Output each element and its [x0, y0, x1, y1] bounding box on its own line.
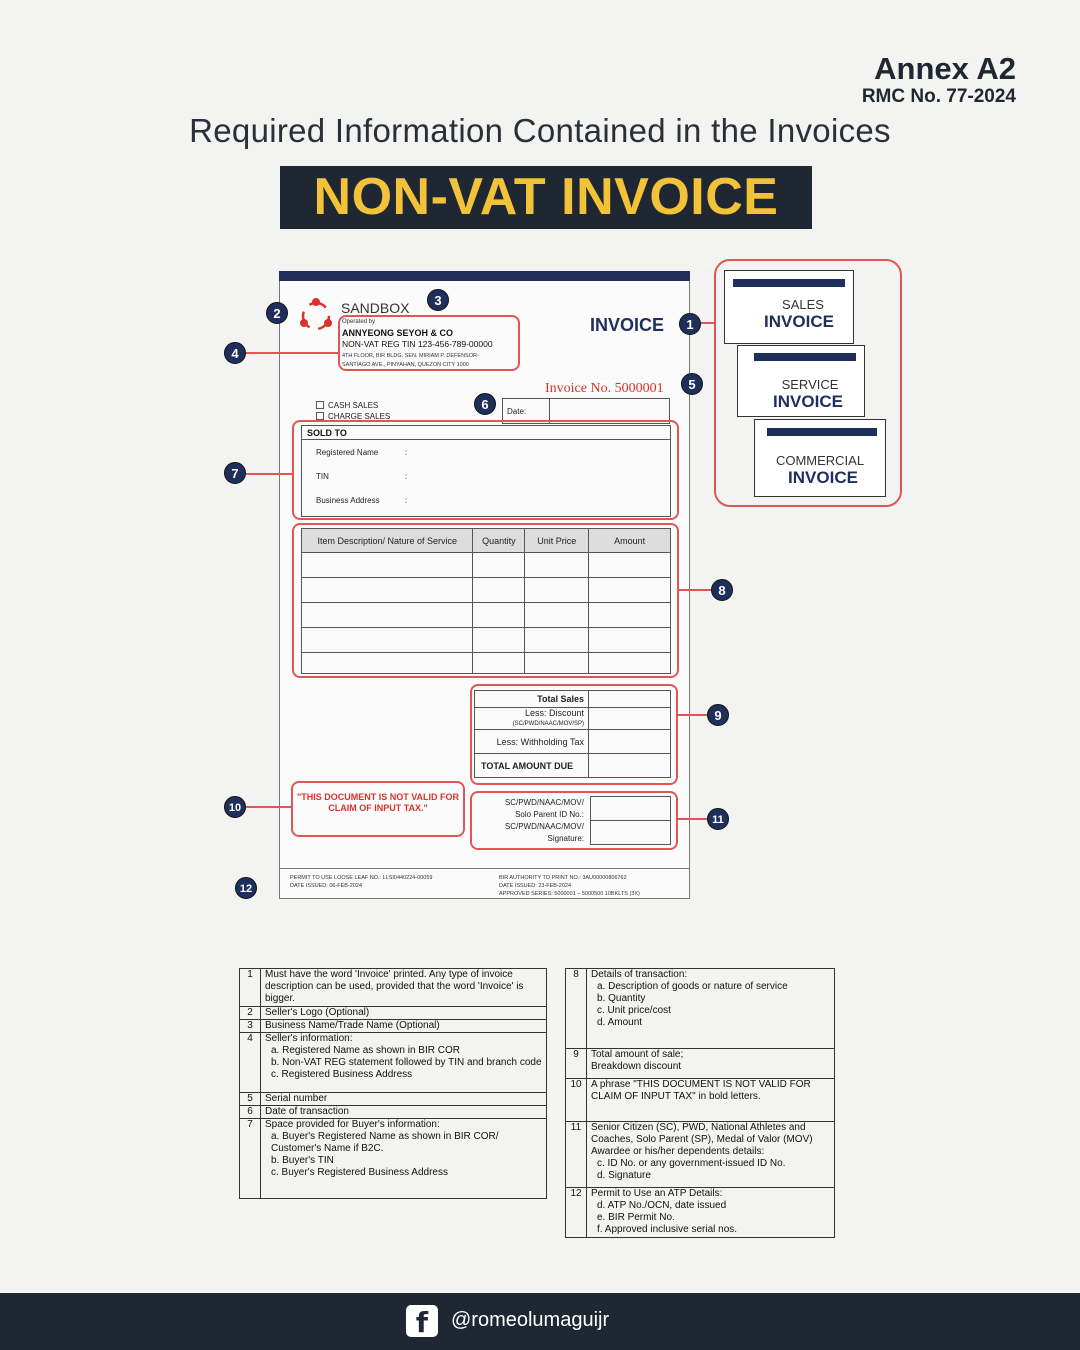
sample-top-label: SALES — [782, 297, 824, 312]
legend-line: A phrase "THIS DOCUMENT IS NOT VALID FOR CLAIM OF INPUT TAX" in bold letters. — [591, 1079, 811, 1102]
table-row — [302, 603, 671, 628]
legend-line: Business Name/Trade Name (Optional) — [265, 1020, 440, 1031]
legend-row — [566, 969, 835, 1049]
legend-row — [240, 1007, 547, 1020]
invoice-word: INVOICE — [590, 315, 665, 335]
table-row — [302, 578, 671, 603]
legend-number: 1 — [240, 969, 261, 1007]
legend-row — [566, 1079, 835, 1122]
legend-row — [240, 1020, 547, 1033]
sc-sig-label-2: Signature: — [547, 834, 584, 843]
atp-line-2: DATE ISSUED: 23-FEB-2024 — [499, 883, 572, 889]
cash-sales-checkbox — [316, 401, 324, 409]
permit-info — [290, 874, 432, 890]
sample-top-label: SERVICE — [781, 377, 839, 392]
table-row — [302, 628, 671, 653]
registered-name-colon: : — [405, 448, 408, 457]
business-address-colon: : — [405, 496, 408, 505]
legend-line: a. Buyer's Registered Name as shown in BIR COR/ Customer's Name if B2C. — [271, 1131, 499, 1154]
legend-description — [261, 1119, 547, 1199]
legend-description — [261, 1093, 547, 1106]
col-amount: Amount — [589, 529, 671, 553]
legend-number: 7 — [240, 1119, 261, 1199]
sample-bar — [754, 353, 856, 361]
operated-by: Operated by — [342, 319, 376, 325]
legend-row — [566, 1049, 835, 1079]
badge-6: 6 — [474, 393, 496, 415]
table-row — [302, 653, 671, 674]
legend-row — [240, 1119, 547, 1199]
connector-7 — [246, 473, 292, 475]
sample-sales-invoice — [724, 270, 854, 344]
legend-line: c. Unit price/cost — [597, 1005, 671, 1016]
business-name: ANNYEONG SEYOH & CO — [342, 328, 454, 338]
items-table — [301, 528, 671, 674]
legend-row — [240, 1093, 547, 1106]
sample-bar — [767, 428, 877, 436]
legend-line: f. Approved inclusive serial nos. — [597, 1224, 738, 1235]
badge-10: 10 — [224, 796, 246, 818]
legend-table-left — [239, 968, 547, 1199]
invoice-top-bar — [279, 271, 690, 281]
connector-10 — [246, 806, 291, 808]
sample-main-label: INVOICE — [764, 312, 834, 331]
tin-label: TIN — [316, 472, 329, 481]
rmc-number: RMC No. 77-2024 — [861, 86, 1016, 107]
connector-11 — [678, 818, 708, 820]
less-wht-label: Less: Withholding Tax — [475, 730, 589, 754]
page-title: NON-VAT INVOICE — [313, 168, 779, 226]
sc-sig-label-1: SC/PWD/NAAC/MOV/ — [504, 822, 584, 831]
badge-11: 11 — [707, 808, 729, 830]
invoice-number: Invoice No. 5000001 — [545, 381, 664, 396]
badge-7: 7 — [224, 462, 246, 484]
legend-line: d. Signature — [597, 1170, 651, 1181]
legend-line: Details of transaction: — [591, 969, 688, 980]
badge-3: 3 — [427, 289, 449, 311]
items-header-row — [302, 529, 671, 553]
facebook-icon[interactable]: f — [406, 1305, 438, 1337]
legend-row — [240, 969, 547, 1007]
legend-number: 6 — [240, 1106, 261, 1119]
badge-9: 9 — [707, 704, 729, 726]
date-label: Date: — [507, 407, 527, 416]
total-due-label: TOTAL AMOUNT DUE — [475, 754, 589, 778]
col-quantity: Quantity — [473, 529, 525, 553]
legend-line: Senior Citizen (SC), PWD, National Athletes and Coaches, Solo Parent (SP), Medal of Valor (MOV) Awardee or his/her dependents details: — [591, 1122, 813, 1157]
legend-description — [261, 969, 547, 1007]
charge-sales-checkbox — [316, 412, 324, 420]
legend-number: 4 — [240, 1033, 261, 1093]
legend-row — [566, 1122, 835, 1188]
legend-line: Breakdown discount — [591, 1061, 682, 1072]
permit-line-1: PERMIT TO USE LOOSE LEAF NO.: LLSI0440224-00059 — [290, 875, 433, 881]
less-discount-cell — [475, 708, 589, 730]
legend-line: d. ATP No./OCN, date issued — [597, 1200, 727, 1211]
seller-tin: NON-VAT REG TIN 123-456-789-00000 — [342, 339, 493, 349]
legend-line: a. Registered Name as shown in BIR COR — [271, 1045, 460, 1056]
legend-number: 12 — [566, 1188, 587, 1238]
legend-line: Serial number — [265, 1093, 328, 1104]
legend-description — [587, 1079, 835, 1122]
annex-block — [862, 52, 1016, 108]
legend-line: Seller's information: — [265, 1033, 353, 1044]
legend-number: 8 — [566, 969, 587, 1049]
legend-description — [587, 1188, 835, 1238]
annex-title: Annex A2 — [874, 51, 1016, 86]
legend-description — [261, 1007, 547, 1020]
discount-note: (SC/PWD/NAAC/MOV/SP) — [512, 720, 584, 727]
legend-description — [261, 1033, 547, 1093]
legend-table-right — [565, 968, 835, 1238]
legend-number: 5 — [240, 1093, 261, 1106]
connector-8 — [679, 589, 711, 591]
sold-to-header — [301, 425, 671, 440]
col-description: Item Description/ Nature of Service — [302, 529, 473, 553]
legend-line: Date of transaction — [265, 1106, 349, 1117]
legend-number: 10 — [566, 1079, 587, 1122]
legend-line: a. Description of goods or nature of service — [597, 981, 788, 992]
legend-line: c. ID No. or any government-issued ID No. — [597, 1158, 786, 1169]
legend-description — [587, 1049, 835, 1079]
less-discount-label: Less: Discount — [524, 707, 584, 718]
connector-1 — [701, 322, 715, 324]
badge-5: 5 — [681, 373, 703, 395]
legend-line: b. Non-VAT REG statement followed by TIN and branch code — [271, 1057, 542, 1068]
sample-main-label: INVOICE — [773, 392, 843, 411]
charge-sales-label: CHARGE SALES — [328, 412, 391, 421]
sample-bar — [733, 279, 845, 287]
atp-line-3: APPROVED SERIES: 5000001 – 5000500 10BKLTS (3X) — [499, 891, 640, 897]
total-sales-label: Total Sales — [475, 691, 589, 708]
page-subtitle: Required Information Contained in the Invoices — [189, 112, 891, 149]
cash-sales-label: CASH SALES — [328, 401, 379, 410]
totals-table — [474, 690, 671, 778]
table-row — [302, 553, 671, 578]
seller-address-line1: 4TH FLOOR, BIR BLDG. SEN. MIRIAM P. DEFENSOR- — [342, 353, 479, 359]
connector-4 — [246, 352, 338, 354]
registered-name-label: Registered Name — [316, 448, 379, 457]
legend-line: e. BIR Permit No. — [597, 1212, 675, 1223]
connector-9 — [678, 714, 708, 716]
business-address-label: Business Address — [316, 496, 380, 505]
legend-line: Permit to Use an ATP Details: — [591, 1188, 723, 1199]
disclaimer-text: "THIS DOCUMENT IS NOT VALID FOR CLAIM OF INPUT TAX." — [296, 792, 460, 813]
sold-to-label: SOLD TO — [307, 428, 347, 438]
badge-8: 8 — [711, 579, 733, 601]
legend-number: 3 — [240, 1020, 261, 1033]
facebook-handle[interactable]: @romeolumaguijr — [451, 1309, 610, 1331]
sample-commercial-invoice — [754, 419, 886, 497]
atp-info — [499, 874, 640, 898]
sample-main-label: INVOICE — [788, 468, 858, 487]
badge-4: 4 — [224, 342, 246, 364]
legend-line: Space provided for Buyer's information: — [265, 1119, 440, 1130]
legend-number: 11 — [566, 1122, 587, 1188]
legend-number: 9 — [566, 1049, 587, 1079]
sample-top-label: COMMERCIAL — [775, 453, 865, 468]
legend-number: 2 — [240, 1007, 261, 1020]
cash-sales-option — [316, 400, 378, 411]
legend-row — [240, 1106, 547, 1119]
legend-line: Seller's Logo (Optional) — [265, 1007, 370, 1018]
legend-description — [587, 969, 835, 1049]
seller-address-line2: SANTIAGO AVE., PINYAHAN, QUEZON CITY 1000 — [342, 362, 469, 368]
sc-id-label-1: SC/PWD/NAAC/MOV/ — [504, 798, 584, 807]
tin-colon: : — [405, 472, 408, 481]
logo-name: SANDBOX — [341, 300, 410, 316]
legend-line: Must have the word 'Invoice' printed. Any type of invoice description can be used, provided that the word 'Invoice' is bigger. — [265, 969, 524, 1004]
title-banner — [280, 166, 812, 229]
legend-line: c. Registered Business Address — [271, 1069, 413, 1080]
permit-line-2: DATE ISSUED: 06-FEB-2024 — [290, 883, 363, 889]
permit-divider — [279, 868, 690, 869]
sc-id-label-2: Solo Parent ID No.: — [515, 810, 584, 819]
legend-line: c. Buyer's Registered Business Address — [271, 1167, 448, 1178]
legend-line: d. Amount — [597, 1017, 643, 1028]
legend-description — [261, 1020, 547, 1033]
legend-description — [261, 1106, 547, 1119]
col-unit-price: Unit Price — [525, 529, 589, 553]
legend-row — [566, 1188, 835, 1238]
sample-service-invoice — [737, 345, 865, 417]
sc-pwd-labels — [476, 797, 584, 845]
sc-pwd-divider — [590, 820, 671, 821]
legend-description — [587, 1122, 835, 1188]
sandbox-logo-icon — [296, 296, 336, 336]
legend-line: b. Buyer's TIN — [271, 1155, 334, 1166]
legend-row — [240, 1033, 547, 1093]
atp-line-1: BIR AUTHORITY TO PRINT NO.: 3AU00000806762 — [499, 875, 627, 881]
legend-line: b. Quantity — [597, 993, 646, 1004]
badge-12: 12 — [235, 877, 257, 899]
legend-line: Total amount of sale; — [591, 1049, 684, 1060]
badge-2: 2 — [266, 302, 288, 324]
badge-1: 1 — [679, 313, 701, 335]
